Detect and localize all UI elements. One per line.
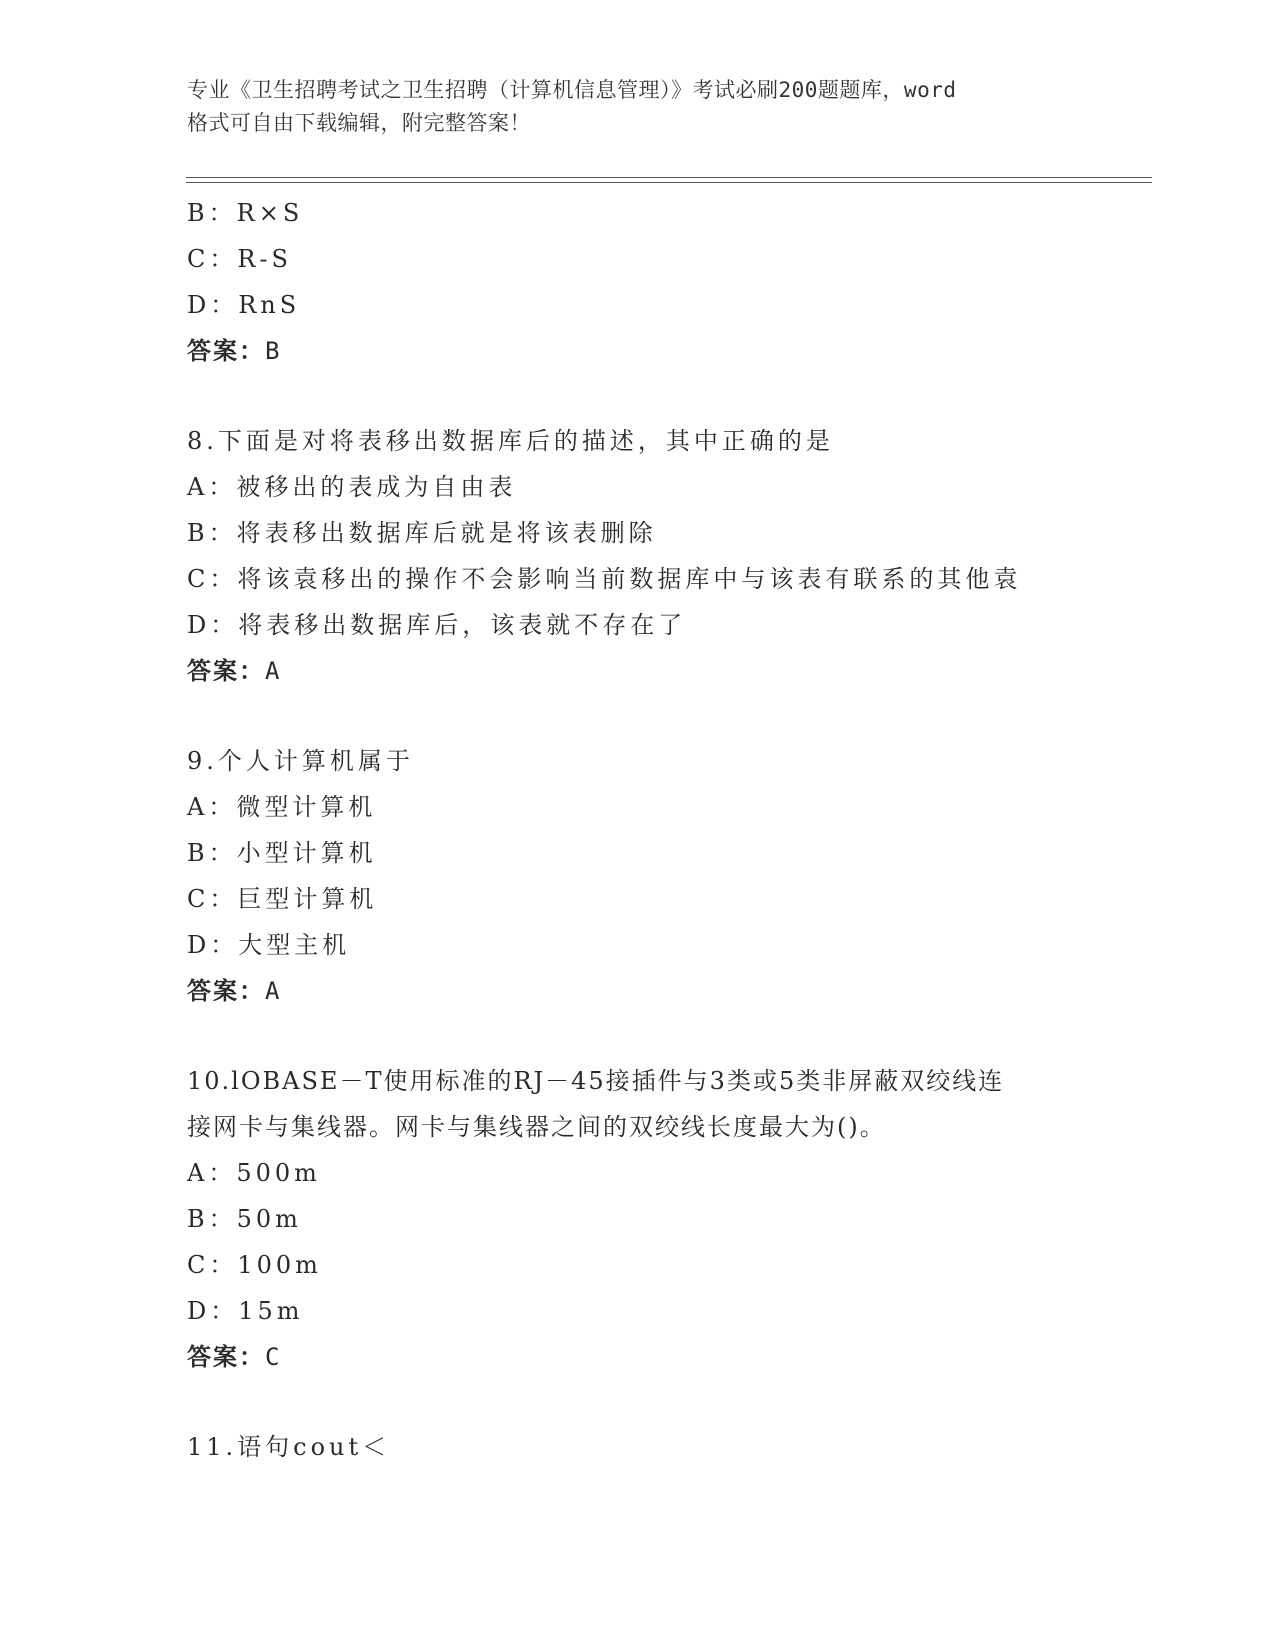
answer-line [187,1334,1147,1380]
option-c: C：100m [187,1251,322,1279]
answer-line [187,648,1147,694]
option-c: C：巨型计算机 [187,885,378,913]
answer-label: 答案： [187,976,265,1005]
header-line-2: 格式可自由下载编辑，附完整答案！ [187,111,531,135]
answer-line [187,328,1147,374]
option-c: C：将该袁移出的操作不会影响当前数据库中与该表有联系的其他袁 [187,565,1022,593]
option-d: D：将表移出数据库后，该表就不存在了 [187,611,687,639]
question-stem: 8.下面是对将表移出数据库后的描述，其中正确的是 [187,427,834,455]
answer-label: 答案： [187,656,265,685]
option-a: A：被移出的表成为自由表 [187,473,517,501]
option-d: D：RnS [187,291,301,319]
answer-value: C [265,1343,282,1371]
option-b: B：小型计算机 [187,839,377,867]
option-a: A：500m [187,1159,321,1187]
header-divider-top [186,177,1152,178]
answer-label: 答案： [187,1342,265,1371]
question-list [187,190,1147,1470]
question-stem-line-1: 10.lOBASE－T使用标准的RJ－45接插件与3类或5类非屏蔽双绞线连 [187,1067,1005,1095]
option-a: A：微型计算机 [187,793,377,821]
answer-value: B [265,337,282,365]
option-c: C：R-S [187,245,292,273]
header-divider-bottom [186,182,1152,183]
option-b: B：50m [187,1205,302,1233]
answer-value: A [265,657,282,685]
answer-label: 答案： [187,336,265,365]
answer-value: A [265,977,282,1005]
answer-line [187,968,1147,1014]
option-b: B：将表移出数据库后就是将该表删除 [187,519,657,547]
header-line-1: 专业《卫生招聘考试之卫生招聘（计算机信息管理）》考试必刷200题题库，word [187,78,957,102]
question-stem: 11.语句cout＜ [187,1433,391,1461]
question-stem-line-2: 接网卡与集线器。网卡与集线器之间的双绞线长度最大为()。 [187,1113,886,1141]
question-stem: 9.个人计算机属于 [187,747,414,775]
document-header [187,74,1087,140]
option-d: D：大型主机 [187,931,351,959]
option-d: D：15m [187,1297,304,1325]
option-b: B：R×S [187,199,304,227]
